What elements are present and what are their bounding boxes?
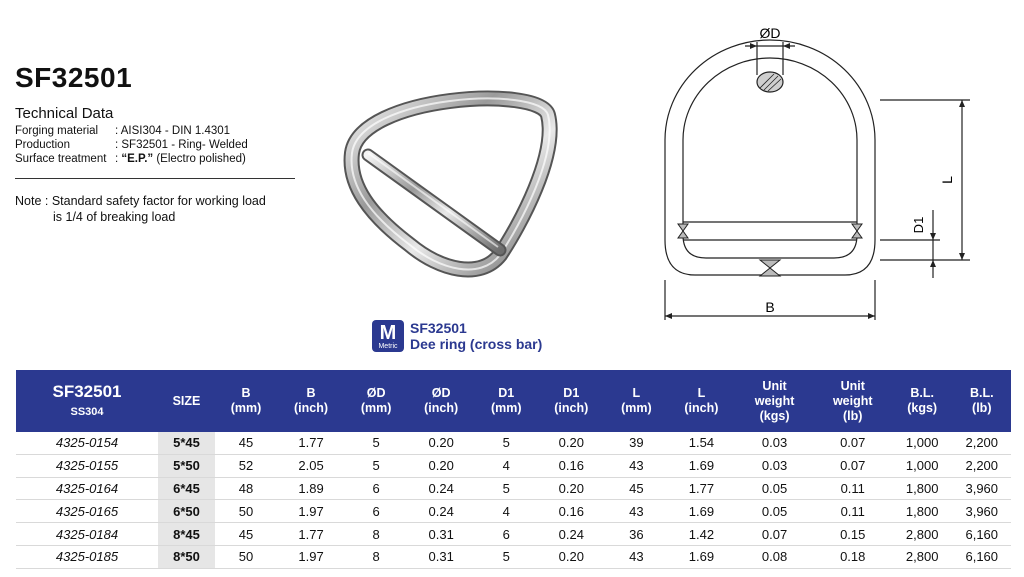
header-line: (inch) — [554, 401, 589, 415]
cell-d1-mm: 4 — [475, 454, 537, 477]
cell-l-inch: 1.69 — [667, 454, 735, 477]
cell-b-mm: 50 — [215, 545, 277, 568]
header-line: Unit — [840, 378, 865, 393]
cell-diameter-inch: 0.31 — [407, 523, 475, 546]
header-line: (lb) — [843, 408, 863, 423]
header-line: weight — [754, 393, 795, 408]
header-b-inch — [277, 370, 345, 432]
cell-breaking-load-lb: 2,200 — [953, 454, 1011, 477]
cell-d1-mm: 4 — [475, 500, 537, 523]
header-l-inch — [667, 370, 735, 432]
cell-b-mm: 45 — [215, 432, 277, 454]
cell-article-number: 4325-0184 — [16, 523, 158, 546]
cell-article-number: 4325-0155 — [16, 454, 158, 477]
cell-unit-weight-kgs: 0.05 — [736, 477, 814, 500]
cell-b-mm: 45 — [215, 523, 277, 546]
cell-d1-mm: 6 — [475, 523, 537, 546]
header-line: ØD — [431, 386, 451, 400]
header-line: B — [306, 386, 316, 400]
header-line: (mm) — [621, 401, 652, 415]
cell-d1-inch: 0.16 — [537, 454, 605, 477]
cell-breaking-load-kgs: 1,800 — [892, 500, 953, 523]
header-line: (inch) — [294, 401, 329, 415]
cell-unit-weight-kgs: 0.05 — [736, 500, 814, 523]
cell-l-inch: 1.69 — [667, 545, 735, 568]
cell-diameter-inch: 0.24 — [407, 500, 475, 523]
cell-unit-weight-lb: 0.15 — [814, 523, 892, 546]
header-unit-weight-lb — [814, 370, 892, 432]
spec-value-prefix: : — [115, 153, 122, 165]
header-size — [158, 370, 215, 432]
cell-d1-inch: 0.16 — [537, 500, 605, 523]
table-header-row — [16, 370, 1011, 432]
cell-l-mm: 39 — [605, 432, 667, 454]
cell-breaking-load-lb: 3,960 — [953, 477, 1011, 500]
cell-diameter-inch: 0.20 — [407, 432, 475, 454]
header-unit-weight-kgs — [736, 370, 814, 432]
cell-d1-mm: 5 — [475, 545, 537, 568]
cell-d1-inch: 0.24 — [537, 523, 605, 546]
header-breaking-load-kgs — [892, 370, 953, 432]
cell-breaking-load-kgs: 2,800 — [892, 523, 953, 546]
cell-unit-weight-kgs: 0.03 — [736, 454, 814, 477]
cell-breaking-load-kgs: 2,800 — [892, 545, 953, 568]
spec-value-bold: “E.P.” — [121, 153, 154, 165]
note-line-1: Note : Standard safety factor for working load — [15, 194, 266, 208]
header-d1-mm — [475, 370, 537, 432]
header-material: SS304 — [70, 406, 104, 418]
product-title: SF32501 — [15, 62, 133, 93]
cell-unit-weight-lb: 0.07 — [814, 454, 892, 477]
cell-size: 5*50 — [158, 454, 215, 477]
spec-key: Forging material — [15, 125, 99, 137]
d1-label: D1 — [911, 216, 926, 234]
diameter-label: ØD — [759, 25, 781, 41]
dee-ring-dimension-drawing — [650, 20, 980, 325]
cell-article-number: 4325-0165 — [16, 500, 158, 523]
cell-article-number: 4325-0154 — [16, 432, 158, 454]
cell-l-mm: 45 — [605, 477, 667, 500]
note-line-2: is 1/4 of breaking load — [53, 210, 176, 224]
spec-value: : AISI304 - DIN 1.4301 — [115, 125, 231, 137]
header-line: B.L. — [910, 386, 934, 400]
header-line: L — [697, 386, 706, 400]
header-diameter-inch — [407, 370, 475, 432]
table-row — [16, 454, 1011, 477]
header-line: (mm) — [360, 401, 392, 415]
cell-d1-inch: 0.20 — [537, 545, 605, 568]
header-line: (kgs) — [907, 401, 938, 415]
cell-b-mm: 52 — [215, 454, 277, 477]
cell-unit-weight-kgs: 0.03 — [736, 432, 814, 454]
cell-breaking-load-lb: 2,200 — [953, 432, 1011, 454]
header-diameter-mm — [345, 370, 407, 432]
cell-l-inch: 1.69 — [667, 500, 735, 523]
header-product — [16, 370, 158, 432]
header-line: Unit — [762, 378, 787, 393]
metric-badge — [372, 320, 404, 352]
header-line: L — [632, 386, 641, 400]
spec-production — [15, 138, 248, 152]
caption-code: SF32501 — [410, 320, 467, 336]
cell-d1-inch: 0.20 — [537, 432, 605, 454]
cell-diameter-mm: 5 — [345, 454, 407, 477]
header-b-mm — [215, 370, 277, 432]
product-caption — [410, 320, 542, 352]
cell-unit-weight-lb: 0.11 — [814, 477, 892, 500]
header-line: SIZE — [172, 393, 201, 408]
cell-article-number: 4325-0164 — [16, 477, 158, 500]
cell-b-mm: 50 — [215, 500, 277, 523]
cell-breaking-load-kgs: 1,800 — [892, 477, 953, 500]
header-line: B — [241, 386, 251, 400]
dee-ring-photo — [330, 75, 570, 290]
cell-diameter-mm: 5 — [345, 432, 407, 454]
specification-table — [16, 370, 1011, 569]
header-line: (inch) — [424, 401, 459, 415]
cell-size: 6*45 — [158, 477, 215, 500]
header-line: D1 — [498, 386, 515, 400]
table-row — [16, 545, 1011, 568]
cell-b-inch: 1.89 — [277, 477, 345, 500]
header-line: B.L. — [969, 386, 994, 400]
cell-breaking-load-lb: 6,160 — [953, 545, 1011, 568]
metric-letter: M — [379, 322, 397, 344]
cell-unit-weight-lb: 0.11 — [814, 500, 892, 523]
cell-b-inch: 2.05 — [277, 454, 345, 477]
cell-b-inch: 1.77 — [277, 432, 345, 454]
cell-b-inch: 1.97 — [277, 500, 345, 523]
cell-d1-inch: 0.20 — [537, 477, 605, 500]
header-line: (inch) — [684, 401, 719, 415]
length-label: L — [939, 176, 955, 184]
technical-data-heading: Technical Data — [15, 105, 114, 122]
cell-size: 8*50 — [158, 545, 215, 568]
cell-b-inch: 1.97 — [277, 545, 345, 568]
header-product-code: SF32501 — [52, 382, 122, 401]
header-line: (mm) — [230, 401, 262, 415]
cell-size: 6*50 — [158, 500, 215, 523]
table-row — [16, 500, 1011, 523]
header-line: (kgs) — [759, 408, 790, 423]
cell-breaking-load-kgs: 1,000 — [892, 432, 953, 454]
cell-l-mm: 43 — [605, 454, 667, 477]
cell-diameter-inch: 0.31 — [407, 545, 475, 568]
cell-diameter-mm: 6 — [345, 477, 407, 500]
cell-unit-weight-lb: 0.18 — [814, 545, 892, 568]
cell-size: 5*45 — [158, 432, 215, 454]
header-d1-inch — [537, 370, 605, 432]
cell-unit-weight-kgs: 0.08 — [736, 545, 814, 568]
header-line: (lb) — [972, 401, 992, 415]
header-line: D1 — [563, 386, 580, 400]
cell-breaking-load-lb: 6,160 — [953, 523, 1011, 546]
cell-diameter-mm: 8 — [345, 523, 407, 546]
header-line: ØD — [366, 386, 386, 400]
cell-l-inch: 1.54 — [667, 432, 735, 454]
spec-value-suffix: (Electro polished) — [153, 153, 246, 165]
header-line: (mm) — [490, 401, 522, 415]
cell-diameter-mm: 8 — [345, 545, 407, 568]
table-row — [16, 523, 1011, 546]
cell-diameter-inch: 0.24 — [407, 477, 475, 500]
safety-note — [15, 193, 266, 225]
cell-l-inch: 1.77 — [667, 477, 735, 500]
cell-breaking-load-kgs: 1,000 — [892, 454, 953, 477]
spec-value: : SF32501 - Ring- Welded — [115, 139, 248, 151]
cell-article-number: 4325-0185 — [16, 545, 158, 568]
cell-l-mm: 43 — [605, 500, 667, 523]
cell-d1-mm: 5 — [475, 477, 537, 500]
caption-description: Dee ring (cross bar) — [410, 336, 543, 352]
header-l-mm — [605, 370, 667, 432]
cell-diameter-mm: 6 — [345, 500, 407, 523]
cell-l-inch: 1.42 — [667, 523, 735, 546]
spec-key: Production — [15, 139, 70, 151]
cell-diameter-inch: 0.20 — [407, 454, 475, 477]
cell-l-mm: 43 — [605, 545, 667, 568]
spec-surface-treatment — [15, 152, 246, 166]
cell-l-mm: 36 — [605, 523, 667, 546]
cell-unit-weight-lb: 0.07 — [814, 432, 892, 454]
table-row — [16, 432, 1011, 454]
cell-size: 8*45 — [158, 523, 215, 546]
width-label: B — [765, 299, 775, 315]
cell-breaking-load-lb: 3,960 — [953, 500, 1011, 523]
cell-b-mm: 48 — [215, 477, 277, 500]
cell-b-inch: 1.77 — [277, 523, 345, 546]
header-breaking-load-lb — [953, 370, 1011, 432]
divider — [15, 178, 295, 179]
table-row — [16, 477, 1011, 500]
header-line: weight — [832, 393, 873, 408]
spec-key: Surface treatment — [15, 153, 107, 165]
spec-forging-material — [15, 124, 230, 138]
metric-text: Metric — [378, 343, 398, 350]
cell-d1-mm: 5 — [475, 432, 537, 454]
cell-unit-weight-kgs: 0.07 — [736, 523, 814, 546]
